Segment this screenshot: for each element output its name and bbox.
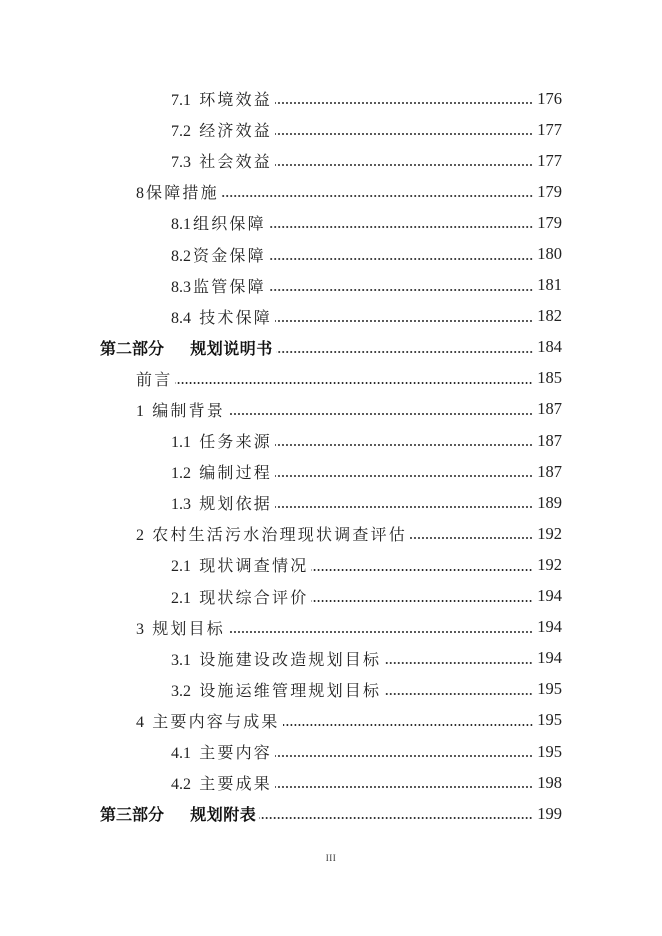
toc-entry-1-1[interactable] bbox=[0, 425, 662, 456]
toc-entry-page: 179 bbox=[537, 212, 562, 232]
toc-entry-page: 184 bbox=[537, 337, 562, 357]
toc-entry-4-1[interactable] bbox=[0, 736, 662, 767]
toc-entry-title: 4 主要内容与成果 bbox=[136, 713, 280, 731]
toc-entry-page: 195 bbox=[537, 710, 562, 730]
toc-entry-title: 第三部分 规划附表 bbox=[100, 805, 257, 825]
dot-leader bbox=[275, 444, 533, 446]
toc-entry-page: 187 bbox=[537, 461, 562, 481]
toc-entry-page: 185 bbox=[537, 368, 562, 388]
dot-leader bbox=[275, 786, 533, 788]
dot-leader bbox=[259, 817, 533, 819]
toc-entry-title: 7.1 环境效益 bbox=[171, 92, 273, 110]
dot-leader bbox=[222, 195, 533, 197]
toc-entry-8-2[interactable] bbox=[0, 238, 662, 269]
toc-entry-page: 194 bbox=[537, 586, 562, 606]
dot-leader bbox=[275, 164, 533, 166]
toc-entry-title: 1.1 任务来源 bbox=[171, 434, 273, 452]
toc-entry-part-3[interactable] bbox=[0, 798, 662, 829]
toc-entry-title: 2.1 现状综合评价 bbox=[171, 589, 309, 607]
toc-entry-page: 199 bbox=[537, 803, 562, 823]
toc-entry-title: 7.2 经济效益 bbox=[171, 123, 273, 141]
toc-entry-7-2[interactable] bbox=[0, 114, 662, 145]
toc-entry-title: 2.1 现状调查情况 bbox=[171, 558, 309, 576]
toc-entry-title: 8 保障措施 bbox=[136, 185, 219, 203]
toc-entry-1-2[interactable] bbox=[0, 456, 662, 487]
toc-entry-title: 前言 bbox=[136, 371, 173, 389]
toc-entry-8[interactable] bbox=[0, 176, 662, 207]
toc-entry-page: 198 bbox=[537, 772, 562, 792]
toc-entry-2[interactable] bbox=[0, 518, 662, 549]
toc-entry-page: 194 bbox=[537, 617, 562, 637]
dot-leader bbox=[269, 289, 533, 291]
dot-leader bbox=[311, 600, 533, 602]
toc-entry-title: 7.3 社会效益 bbox=[171, 154, 273, 172]
dot-leader bbox=[228, 631, 533, 633]
dot-leader bbox=[275, 102, 533, 104]
dot-leader bbox=[275, 133, 533, 135]
table-of-contents bbox=[0, 83, 662, 829]
dot-leader bbox=[269, 226, 533, 228]
toc-entry-part-2[interactable] bbox=[0, 332, 662, 363]
toc-entry-4-2[interactable] bbox=[0, 767, 662, 798]
toc-entry-page: 182 bbox=[537, 306, 562, 326]
toc-entry-page: 195 bbox=[537, 741, 562, 761]
toc-entry-title: 8.3 监管保障 bbox=[171, 278, 266, 296]
toc-entry-8-1[interactable] bbox=[0, 207, 662, 238]
toc-entry-title: 1 编制背景 bbox=[136, 402, 226, 420]
dot-leader bbox=[283, 724, 533, 726]
dot-leader bbox=[311, 569, 533, 571]
dot-leader bbox=[275, 475, 533, 477]
toc-entry-page: 195 bbox=[537, 679, 562, 699]
toc-entry-1[interactable] bbox=[0, 394, 662, 425]
dot-leader bbox=[275, 506, 533, 508]
toc-entry-page: 192 bbox=[537, 523, 562, 543]
toc-entry-2-1b[interactable] bbox=[0, 581, 662, 612]
dot-leader bbox=[175, 382, 533, 384]
toc-entry-7-3[interactable] bbox=[0, 145, 662, 176]
toc-entry-page: 189 bbox=[537, 492, 562, 512]
toc-entry-page: 179 bbox=[537, 181, 562, 201]
dot-leader bbox=[276, 351, 533, 353]
toc-entry-title: 4.1 主要内容 bbox=[171, 745, 273, 763]
toc-entry-title: 8.1 组织保障 bbox=[171, 216, 266, 234]
toc-entry-title: 8.2 资金保障 bbox=[171, 247, 266, 265]
toc-entry-3[interactable] bbox=[0, 612, 662, 643]
dot-leader bbox=[275, 755, 533, 757]
toc-entry-2-1[interactable] bbox=[0, 549, 662, 580]
toc-entry-title: 4.2 主要成果 bbox=[171, 776, 273, 794]
toc-entry-title: 3.1 设施建设改造规划目标 bbox=[171, 651, 382, 669]
toc-entry-title: 1.2 编制过程 bbox=[171, 465, 273, 483]
toc-entry-page: 180 bbox=[537, 244, 562, 264]
page-number-footer: III bbox=[325, 853, 337, 863]
toc-entry-page: 176 bbox=[537, 88, 562, 108]
toc-entry-title: 3 规划目标 bbox=[136, 620, 226, 638]
toc-entry-7-1[interactable] bbox=[0, 83, 662, 114]
toc-entry-page: 187 bbox=[537, 399, 562, 419]
dot-leader bbox=[384, 693, 533, 695]
toc-entry-3-2[interactable] bbox=[0, 674, 662, 705]
toc-entry-title: 2 农村生活污水治理现状调查评估 bbox=[136, 527, 408, 545]
toc-entry-page: 194 bbox=[537, 648, 562, 668]
toc-entry-3-1[interactable] bbox=[0, 643, 662, 674]
dot-leader bbox=[275, 320, 533, 322]
toc-entry-8-4[interactable] bbox=[0, 301, 662, 332]
toc-entry-title: 3.2 设施运维管理规划目标 bbox=[171, 682, 382, 700]
toc-entry-title: 1.3 规划依据 bbox=[171, 496, 273, 514]
toc-entry-title: 第二部分 规划说明书 bbox=[100, 338, 273, 358]
toc-entry-4[interactable] bbox=[0, 705, 662, 736]
toc-entry-page: 192 bbox=[537, 554, 562, 574]
toc-entry-1-3[interactable] bbox=[0, 487, 662, 518]
dot-leader bbox=[269, 258, 533, 260]
dot-leader bbox=[410, 537, 533, 539]
dot-leader bbox=[384, 662, 533, 664]
dot-leader bbox=[228, 413, 533, 415]
toc-entry-preface[interactable] bbox=[0, 363, 662, 394]
toc-entry-page: 187 bbox=[537, 430, 562, 450]
toc-entry-page: 181 bbox=[537, 275, 562, 295]
toc-entry-page: 177 bbox=[537, 119, 562, 139]
toc-entry-title: 8.4 技术保障 bbox=[171, 309, 273, 327]
toc-entry-page: 177 bbox=[537, 150, 562, 170]
toc-entry-8-3[interactable] bbox=[0, 270, 662, 301]
